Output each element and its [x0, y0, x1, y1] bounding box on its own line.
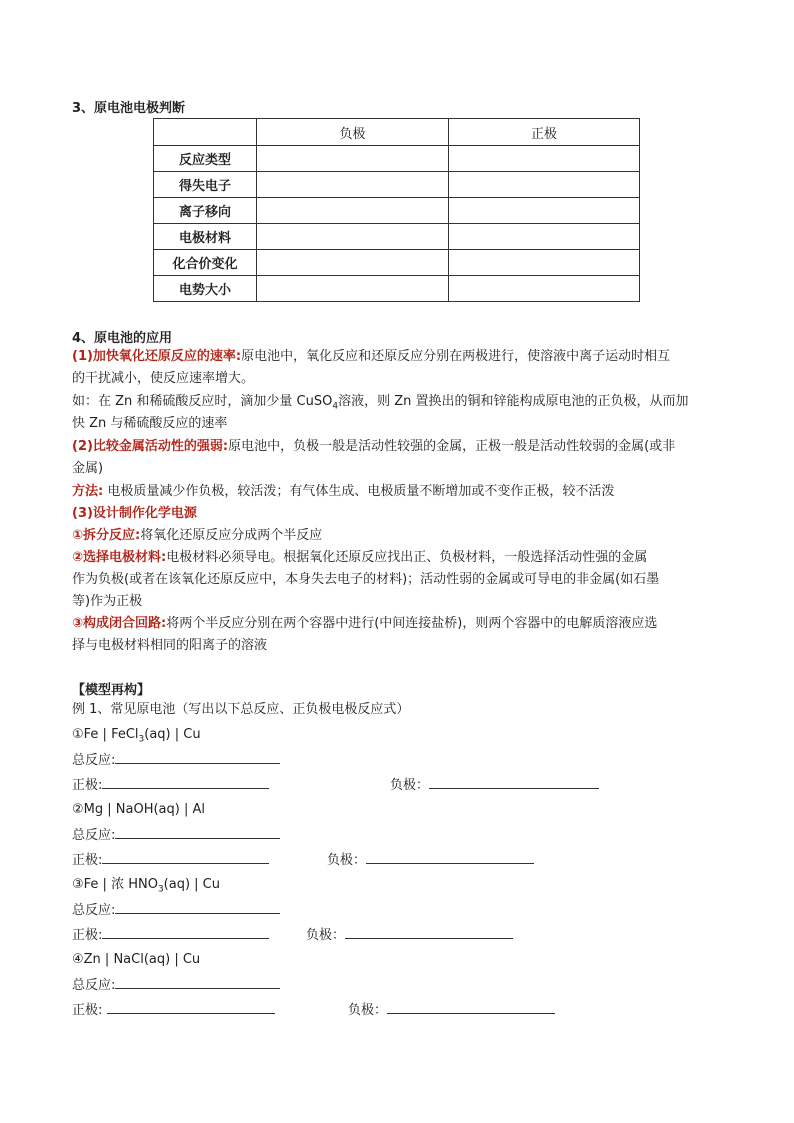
cell1-total-row: [72, 749, 280, 772]
step2-line3: 等)作为正极: [72, 594, 143, 609]
table-row: [154, 250, 640, 276]
positive-label: 正极:: [72, 853, 103, 868]
negative-label: 负极：: [306, 928, 346, 943]
point1-line1: [72, 346, 670, 368]
method-label: 方法:: [72, 484, 104, 499]
example-text-a: 如：在 Zn 和稀硫酸反应时，滴加少量 CuSO: [72, 394, 333, 409]
positive-blank[interactable]: [107, 999, 275, 1014]
step2-text: 电极材料必须导电。根据氧化还原反应找出正、负极材料，一般选择活动性强的金属: [166, 550, 648, 565]
point1-label: (1)加快氧化还原反应的速率:: [72, 349, 242, 364]
table-cell[interactable]: [257, 198, 449, 224]
table-row: [154, 172, 640, 198]
total-reaction-blank[interactable]: [115, 899, 280, 914]
table-cell[interactable]: [449, 250, 640, 276]
table-row: [154, 224, 640, 250]
model-title: 【模型再构】: [72, 683, 151, 698]
row-label: 得失电子: [154, 172, 257, 198]
section3-title: 3、原电池电极判断: [72, 101, 186, 116]
table-header-cell: [154, 119, 257, 146]
step2-line1: [72, 547, 647, 569]
table-cell[interactable]: [257, 146, 449, 172]
negative-blank[interactable]: [387, 999, 555, 1014]
step1-label: ①拆分反应:: [72, 528, 141, 543]
negative-label: 负极：: [390, 778, 430, 793]
table-cell[interactable]: [449, 224, 640, 250]
row-label: 电极材料: [154, 224, 257, 250]
cell1-positive-row: [72, 774, 269, 797]
total-reaction-label: 总反应:: [72, 753, 116, 768]
point2-label: (2)比较金属活动性的强弱:: [72, 439, 229, 454]
negative-blank[interactable]: [366, 849, 534, 864]
row-label: 化合价变化: [154, 250, 257, 276]
example-line2: 快 Zn 与稀硫酸反应的速率: [72, 416, 228, 431]
row-label: 离子移向: [154, 198, 257, 224]
negative-label: 负极：: [327, 853, 367, 868]
cell1-text-a: ①Fe | FeCl: [72, 727, 139, 742]
example-text-b: 溶液，则 Zn 置换出的铜和锌能构成原电池的正负极，从而加: [338, 394, 689, 409]
step1-text: 将氧化还原反应分成两个半反应: [140, 528, 323, 543]
cell2-positive-row: [72, 849, 269, 872]
step3-text: 将两个半反应分别在两个容器中进行(中间连接盐桥)，则两个容器中的电解质溶液应选: [166, 616, 658, 631]
table-row: [154, 198, 640, 224]
table-header-row: [154, 119, 640, 146]
section4-title: 4、原电池的应用: [72, 331, 173, 346]
cell4-positive-row: [72, 999, 275, 1022]
point2-line2: 金属): [72, 461, 104, 476]
cell2-text: ②Mg | NaOH(aq) | Al: [72, 802, 205, 817]
cell3-subscript: 3: [157, 884, 164, 895]
table-header-positive: 正极: [449, 119, 640, 146]
table-header-negative: 负极: [257, 119, 449, 146]
negative-blank[interactable]: [345, 924, 513, 939]
cell2-title: [72, 799, 205, 821]
electrode-judgement-table: [153, 118, 640, 302]
total-reaction-label: 总反应:: [72, 828, 116, 843]
positive-label: 正极:: [72, 1003, 103, 1018]
cell4-text: ④Zn | NaCl(aq) | Cu: [72, 952, 201, 967]
point2-line1: [72, 436, 675, 458]
table-cell[interactable]: [449, 276, 640, 302]
step1-line: [72, 525, 322, 547]
row-label: 反应类型: [154, 146, 257, 172]
step3-line2: 择与电极材料相同的阳离子的溶液: [72, 638, 268, 653]
positive-label: 正极:: [72, 928, 103, 943]
step2-label: ②选择电极材料:: [72, 550, 167, 565]
positive-label: 正极:: [72, 778, 103, 793]
total-reaction-blank[interactable]: [115, 824, 280, 839]
table-cell[interactable]: [257, 250, 449, 276]
total-reaction-blank[interactable]: [115, 749, 280, 764]
cell3-total-row: [72, 899, 280, 922]
step3-line1: [72, 613, 657, 635]
cell3-title: [72, 874, 220, 901]
cell1-title: [72, 724, 201, 751]
table-cell[interactable]: [449, 146, 640, 172]
negative-blank[interactable]: [429, 774, 599, 789]
cell4-total-row: [72, 974, 280, 997]
cell4-negative-row: [348, 999, 555, 1022]
step2-line2: 作为负极(或者在该氧化还原反应中，本身失去电子的材料)；活动性弱的金属或可导电的非金属(如石墨: [72, 572, 660, 587]
positive-blank[interactable]: [102, 924, 269, 939]
cell3-text-a: ③Fe | 浓 HNO: [72, 877, 158, 892]
total-reaction-label: 总反应:: [72, 903, 116, 918]
method-text: 电极质量减少作负极，较活泼；有气体生成、电极质量不断增加或不变作正极，较不活泼: [107, 484, 615, 499]
method-line: [72, 481, 614, 503]
point1-line2: 的干扰减小，使反应速率增大。: [72, 371, 255, 386]
row-label: 电势大小: [154, 276, 257, 302]
cell4-title: [72, 949, 200, 971]
table-cell[interactable]: [449, 172, 640, 198]
point3-title: (3)设计制作化学电源: [72, 506, 197, 521]
cell2-negative-row: [327, 849, 534, 872]
positive-blank[interactable]: [102, 774, 269, 789]
total-reaction-label: 总反应:: [72, 978, 116, 993]
cell1-subscript: 3: [138, 734, 145, 745]
total-reaction-blank[interactable]: [115, 974, 280, 989]
table-cell[interactable]: [257, 276, 449, 302]
point2-text: 原电池中，负极一般是活动性较强的金属，正极一般是活动性较弱的金属(或非: [228, 439, 676, 454]
cell3-text-b: (aq) | Cu: [163, 877, 220, 892]
table-cell[interactable]: [257, 172, 449, 198]
cell1-text-b: (aq) | Cu: [144, 727, 201, 742]
table-cell[interactable]: [449, 198, 640, 224]
negative-label: 负极：: [348, 1003, 388, 1018]
cell3-positive-row: [72, 924, 269, 947]
table-cell[interactable]: [257, 224, 449, 250]
step3-label: ③构成闭合回路:: [72, 616, 167, 631]
example-subscript: 4: [332, 401, 339, 412]
point1-text: 原电池中，氧化反应和还原反应分别在两极进行，使溶液中离子运动时相互: [241, 349, 671, 364]
example1-title: 例 1、常见原电池（写出以下总反应、正负极电极反应式）: [72, 702, 410, 717]
cell3-negative-row: [306, 924, 513, 947]
cell1-negative-row: [390, 774, 599, 797]
positive-blank[interactable]: [102, 849, 269, 864]
table-row: [154, 146, 640, 172]
cell2-total-row: [72, 824, 280, 847]
table-row: [154, 276, 640, 302]
